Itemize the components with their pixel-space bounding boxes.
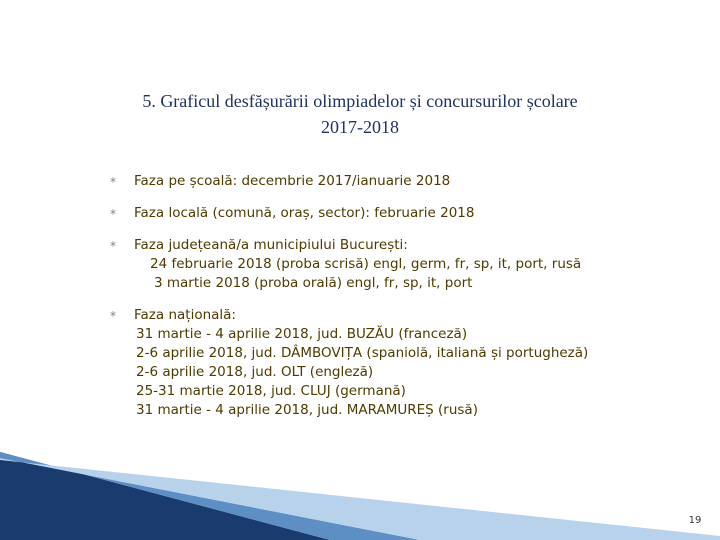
bullet-subline: 24 februarie 2018 (proba scrisă) engl, germ, fr, sp, it, port, rusă [150, 256, 582, 272]
bullet-marker: * [110, 175, 116, 189]
bullet-subline: 25-31 martie 2018, jud. CLUJ (germană) [136, 383, 406, 399]
bullet-faza-nationala [110, 306, 700, 420]
slide-title [80, 88, 640, 140]
bullet-subline: 2-6 aprilie 2018, jud. DÂMBOVIȚA (spaniolă, italiană și portugheză) [136, 345, 589, 361]
bullet-subline: 31 martie - 4 aprilie 2018, jud. MARAMUREȘ (rusă) [136, 402, 478, 418]
bullet-text: Faza locală (comună, oraș, sector): februarie 2018 [134, 205, 475, 221]
bullet-marker: * [110, 207, 116, 221]
title-line-1: 5. Graficul desfășurării olimpiadelor și concursurilor școlare [142, 91, 578, 111]
footer-swoosh-graphic [0, 430, 720, 540]
bullet-faza-scoala [110, 172, 700, 191]
bullet-faza-judeteana [110, 236, 700, 293]
bullet-heading: Faza națională: [134, 307, 236, 323]
bullet-heading: Faza județeană/a municipiului București: [134, 237, 408, 253]
bullet-text: Faza pe școală: decembrie 2017/ianuarie 2018 [134, 173, 451, 189]
page-number: 19 [688, 515, 702, 526]
bullet-faza-locala [110, 204, 700, 223]
bullet-marker: * [110, 309, 116, 323]
title-line-2: 2017-2018 [321, 117, 399, 137]
bullet-marker: * [110, 239, 116, 253]
bullet-subline: 31 martie - 4 aprilie 2018, jud. BUZĂU (franceză) [136, 326, 468, 342]
bullet-subline: 3 martie 2018 (proba orală) engl, fr, sp, it, port [154, 275, 473, 291]
bullet-subline: 2-6 aprilie 2018, jud. OLT (engleză) [136, 364, 374, 380]
bullet-list [110, 172, 700, 420]
